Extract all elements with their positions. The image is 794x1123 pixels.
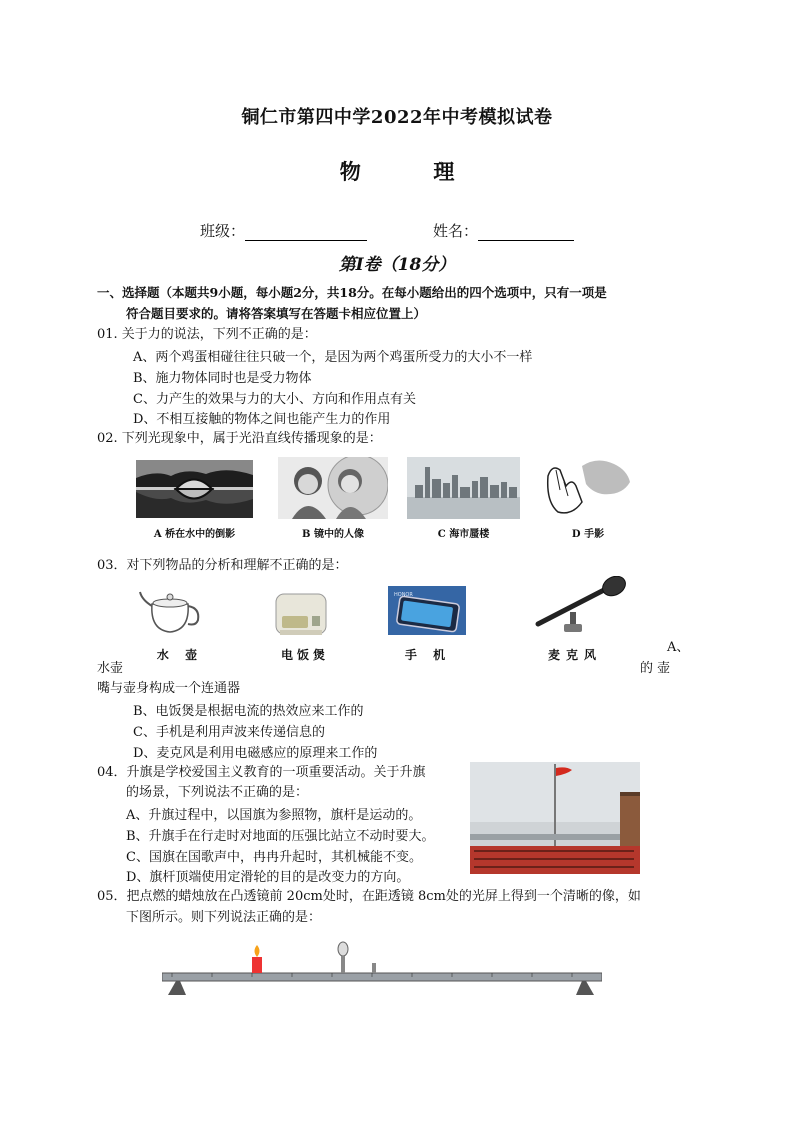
mirage-image [407,457,520,519]
q3-caption-microphone: 麦克风 [547,648,602,662]
q3-option-b: B、电饭煲是根据电流的热效应来工作的 [133,704,364,719]
q2-caption-c: C 海市蜃楼 [437,529,490,540]
q2-caption-b: B 镜中的人像 [302,529,364,540]
q3-stem: 03．对下列物品的分析和理解不正确的是： [97,558,348,573]
q1-stem: 01. 关于力的说法，下列不正确的是： [97,327,317,342]
q4-option-a: A、升旗过程中，以国旗为参照物，旗杆是运动的。 [126,808,422,823]
q4-option-c: C、国旗在国歌声中，冉冉升起时，其机械能不变。 [126,850,422,865]
svg-text:HONOR: HONOR [394,592,413,598]
q1-option-d: D、不相互接触的物体之间也能产生力的作用 [133,412,391,427]
subject-char-a: 物 [339,159,361,184]
flag-raising-image [470,762,640,874]
q3-option-a-letter: A、 [667,640,690,655]
q4-option-b: B、升旗手在行走时对地面的压强比站立不动时要大。 [126,829,435,844]
q4-stem-line1: 04．升旗是学校爱国主义教育的一项重要活动。关于升旗 [97,765,426,780]
q3-option-a-part3: 嘴与壶身构成一个连通器 [97,681,241,696]
q3-option-a-part2: 的 壶 [640,661,671,676]
q3-option-c: C、手机是利用声波来传递信息的 [133,725,325,740]
name-blank[interactable] [478,224,574,241]
q2-caption-d: D 手影 [571,529,605,540]
q3-caption-kettle: 水 壶 [156,648,204,662]
part1-heading-line1: 一、选择题（本题共9小题，每小题2分，共18分。在每小题给出的四个选项中，只有一项是 [97,285,607,300]
subject-title [0,156,794,186]
q5-stem-line1: 05．把点燃的蜡烛放在凸透镜前 20cm处时，在距透镜 8cm处的光屏上得到一个清晰的像，如 [97,889,641,904]
part1-heading-line2: 符合题目要求的。请将答案填写在答题卡相应位置上） [126,306,427,321]
q4-option-d: D、旗杆顶端使用定滑轮的目的是改变力的方向。 [126,870,410,885]
q3-caption-rice-cooker: 电饭煲 [280,648,329,662]
class-field[interactable] [200,220,367,241]
q3-option-a-part1: 水壶 [97,661,124,676]
class-label: 班级： [200,222,246,240]
hand-shadow-image [542,456,632,518]
optical-bench-diagram [162,935,602,997]
q4-stem-line2: 的场景，下列说法不正确的是： [126,785,309,800]
exam-title: 铜仁市第四中学2022年中考模拟试卷 [241,107,553,128]
name-label: 姓名： [433,222,479,240]
q2-stem: 02. 下列光现象中，属于光沿直线传播现象的是： [97,431,382,446]
rice-cooker-image [272,586,330,638]
q3-option-d: D、麦克风是利用电磁感应的原理来工作的 [133,746,378,761]
microphone-image [534,576,630,636]
q5-stem-line2: 下图所示。则下列说法正确的是： [126,910,322,925]
q2-caption-a: A 桥在水中的倒影 [153,529,236,540]
name-field[interactable] [433,220,574,241]
q1-option-b: B、施力物体同时也是受力物体 [133,371,312,386]
subject-char-b: 理 [433,159,455,184]
section-heading: 第Ⅰ卷（18分） [338,255,456,275]
q1-option-c: C、力产生的效果与力的大小、方向和作用点有关 [133,392,416,407]
class-blank[interactable] [245,224,367,241]
kettle-image [138,582,204,634]
q1-option-a: A、两个鸡蛋相碰往往只破一个，是因为两个鸡蛋所受力的大小不一样 [133,350,533,365]
phone-image [388,586,466,635]
bridge-reflection-image [136,460,253,518]
mirror-image [278,457,388,519]
q3-caption-phone: 手 机 [404,648,452,662]
